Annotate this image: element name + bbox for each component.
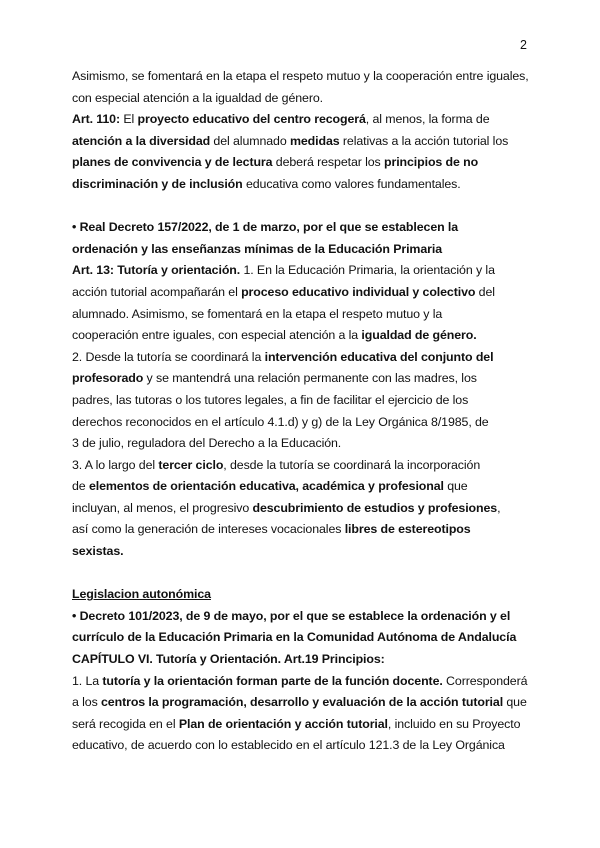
text-line — [72, 519, 542, 541]
text-line — [72, 412, 542, 434]
bold-run: sexistas. — [72, 544, 124, 559]
bold-run: Plan de orientación y acción tutorial — [178, 716, 388, 731]
text-line — [72, 541, 542, 563]
text-line — [72, 109, 542, 131]
bold-run: • Real Decreto 157/2022, de 1 de marzo, por el que se establecen la — [72, 220, 459, 235]
text-line — [72, 325, 542, 347]
text-line — [72, 606, 542, 628]
paragraph-gap — [72, 563, 542, 585]
bold-run: Art. 13: Tutoría y orientación. — [72, 263, 241, 278]
bold-run: tercer ciclo — [158, 457, 224, 472]
text-line — [72, 455, 542, 477]
page-number: 2 — [520, 38, 527, 52]
bold-run: centros la programación, desarrollo y evaluación de la acción tutorial — [101, 695, 504, 710]
text-run: , desde la tutoría se coordinará la incorporación — [223, 457, 481, 472]
bold-run: currículo de la Educación Primaria en la Comunidad Autónoma de Andalucía — [72, 630, 517, 645]
text-line — [72, 649, 542, 671]
text-run: de — [72, 479, 89, 494]
bold-run: atención a la diversidad — [72, 133, 211, 148]
text-run: educativo, de acuerdo con lo establecido en el artículo 121.3 de la Ley Orgánica — [72, 738, 505, 753]
text-line — [72, 174, 542, 196]
text-run: que — [443, 479, 468, 494]
text-run: cooperación entre iguales, con especial atención a la — [72, 328, 362, 343]
text-run: El — [120, 112, 138, 127]
text-run: y se mantendrá una relación permanente con las madres, los — [143, 371, 477, 386]
paragraph-gap — [72, 196, 542, 218]
text-run: Asimismo, se fomentará en la etapa el respeto mutuo y la cooperación entre iguales, — [72, 69, 529, 83]
text-line — [72, 476, 542, 498]
bold-run: igualdad de género. — [361, 328, 477, 343]
text-run: , incluido en su Proyecto — [387, 716, 521, 731]
text-line — [72, 692, 542, 714]
text-run: Corresponderá — [442, 673, 528, 688]
text-run: 2. Desde la tutoría se coordinará la — [72, 349, 265, 364]
text-run: acción tutorial acompañarán el — [72, 284, 242, 299]
text-run: será recogida en el — [72, 716, 179, 731]
text-run: deberá respetar los — [272, 155, 384, 170]
text-run: 3 de julio, reguladora del Derecho a la Educación. — [72, 436, 342, 451]
text-line — [72, 239, 542, 261]
text-line — [72, 390, 542, 412]
text-run: alumnado. Asimismo, se fomentará en la etapa el respeto mutuo y la — [72, 306, 443, 321]
text-run: 1. En la Educación Primaria, la orientación y la — [240, 263, 495, 278]
text-line — [72, 671, 542, 693]
text-run: , — [497, 500, 501, 515]
text-run: 3. A lo largo del — [72, 457, 159, 472]
text-line — [72, 131, 542, 153]
bold-run: descubrimiento de estudios y profesiones — [252, 500, 498, 515]
text-line — [72, 88, 542, 110]
bold-run: principios de no — [384, 155, 479, 170]
text-line — [72, 282, 542, 304]
text-run: relativas a la acción tutorial los — [339, 133, 509, 148]
text-line — [72, 217, 542, 239]
bold-run: medidas — [289, 133, 340, 148]
bold-run: libres de estereotipos — [344, 522, 471, 537]
bold-run: elementos de orientación educativa, académica y profesional — [88, 479, 444, 494]
bold-run: planes de convivencia y de lectura — [72, 155, 273, 170]
text-line — [72, 498, 542, 520]
text-run: que — [503, 695, 527, 710]
text-line — [72, 368, 542, 390]
text-run: incluyan, al menos, el progresivo — [72, 500, 253, 515]
document-body — [72, 66, 542, 757]
bold-run: • Decreto 101/2023, de 9 de mayo, por el que se establece la ordenación y el — [72, 608, 511, 623]
text-line — [72, 627, 542, 649]
text-run: , al menos, la forma de — [365, 112, 490, 127]
text-line — [72, 347, 542, 369]
text-line — [72, 433, 542, 455]
text-line — [72, 66, 542, 88]
text-run: del alumnado — [210, 133, 290, 148]
text-run: educativa como valores fundamentales. — [242, 176, 461, 191]
bold-run: CAPÍTULO VI. Tutoría y Orientación. Art.19 Principios: — [72, 652, 385, 667]
text-line — [72, 260, 542, 282]
text-run: así como la generación de intereses vocacionales — [72, 522, 345, 537]
text-run: a los — [72, 695, 102, 710]
bold-run: ordenación y las enseñanzas mínimas de la Educación Primaria — [72, 241, 442, 256]
bold-run: proyecto educativo del centro recogerá — [137, 112, 366, 127]
bold-run: Legislacion autonómica — [72, 587, 211, 602]
text-run: 1. La — [72, 673, 103, 688]
bold-run: intervención educativa del conjunto del — [264, 349, 494, 364]
bold-run: Art. 110: — [72, 112, 120, 127]
text-run: derechos reconocidos en el artículo 4.1.d) y g) de la Ley Orgánica 8/1985, de — [72, 414, 489, 429]
section-heading — [72, 584, 542, 606]
text-run: del — [475, 284, 495, 299]
text-run: con especial atención a la igualdad de género. — [72, 90, 323, 105]
bold-run: proceso educativo individual y colectivo — [241, 284, 476, 299]
text-run: padres, las tutoras o los tutores legales, a fin de facilitar el ejercicio de los — [72, 392, 469, 407]
bold-run: tutoría y la orientación forman parte de la función docente. — [102, 673, 443, 688]
text-line — [72, 152, 542, 174]
text-line — [72, 304, 542, 326]
text-line — [72, 714, 542, 736]
bold-run: profesorado — [72, 371, 144, 386]
text-line — [72, 735, 542, 757]
bold-run: discriminación y de inclusión — [72, 176, 243, 191]
